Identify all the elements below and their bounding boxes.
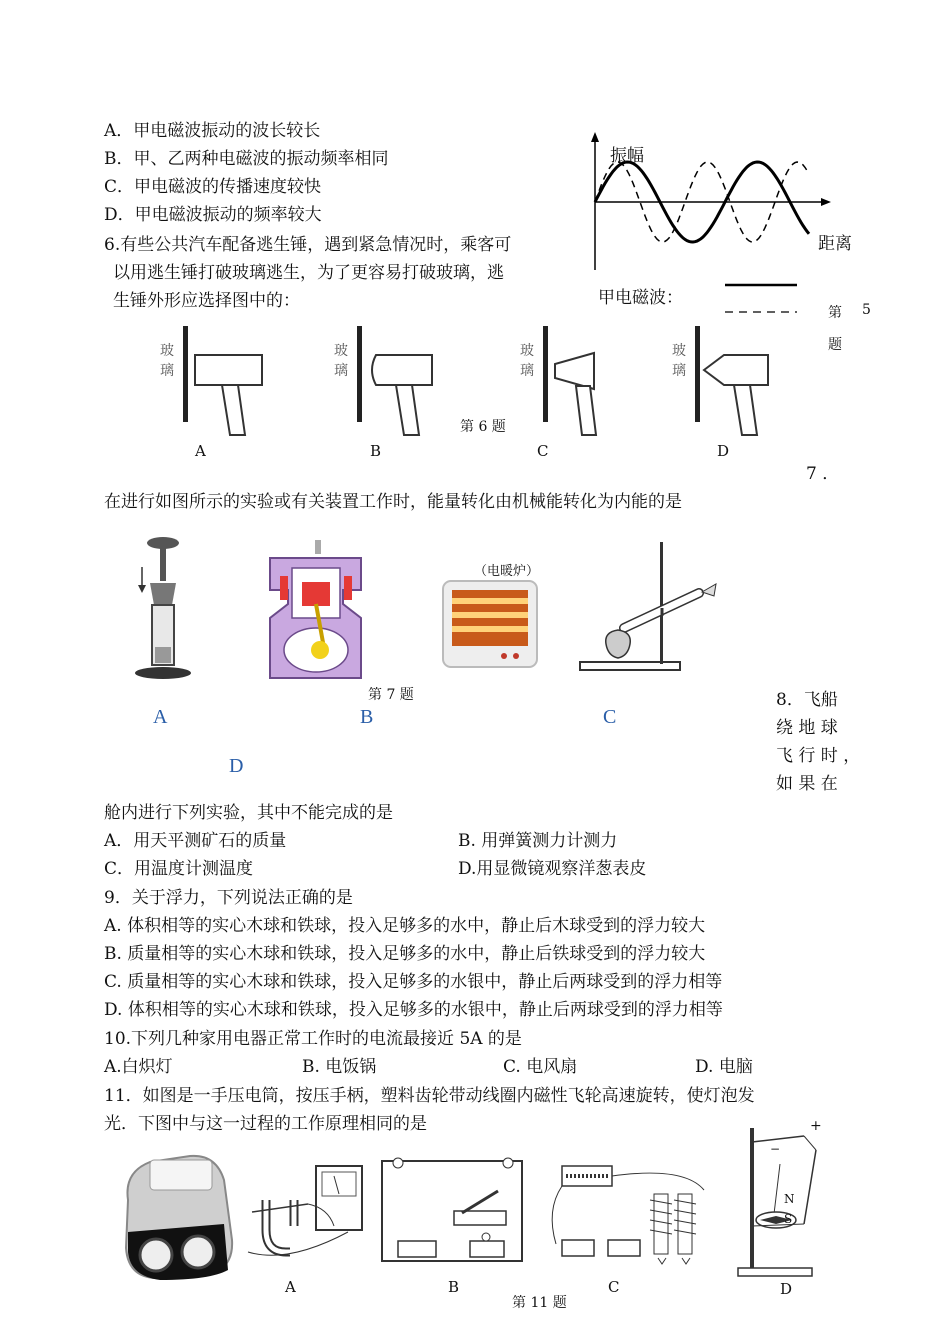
q6-option-label-b: B — [370, 442, 382, 460]
glass-label-b2: 璃 — [334, 363, 348, 379]
electromagnetic-induction-figure — [238, 1160, 368, 1270]
q8-side-line3: 飞 行 时 ， — [776, 746, 861, 766]
q5-caption-a: 第 — [828, 305, 842, 321]
glass-label-a2: 璃 — [160, 363, 174, 379]
glass-label-c1: 玻 — [520, 343, 534, 359]
q9-option-d: D. 体积相等的实心木球和铁球，投入足够多的水银中，静止后两球受到的浮力相等 — [104, 1000, 723, 1020]
q10-stem: 10.下列几种家用电器正常工作时的电流最接近 5A 的是 — [104, 1029, 522, 1049]
glass-label-c2: 璃 — [520, 363, 534, 379]
q8-option-d: D.用显微镜观察洋葱表皮 — [458, 859, 647, 879]
q8-side-line4: 如 果 在 — [776, 774, 838, 794]
q7-option-label-a: A — [153, 706, 168, 728]
q9-option-b: B. 质量相等的实心木球和铁球，投入足够多的水中，静止后铁球受到的浮力较大 — [104, 944, 706, 964]
q8-option-b: B. 用弹簧测力计测力 — [458, 831, 618, 851]
circuit-switch-figure — [378, 1155, 528, 1270]
q8-option-a: A．用天平测矿石的质量 — [104, 831, 287, 851]
q8-stem: 舱内进行下列实验，其中不能完成的是 — [104, 803, 393, 823]
q6-option-label-c: C — [537, 442, 549, 460]
q11-stem-line2: 光．下图中与这一过程的工作原理相同的是 — [104, 1114, 427, 1134]
q5-option-d: D．甲电磁波振动的频率较大 — [104, 205, 322, 225]
q11-stem-line1: 11．如图是一手压电筒，按压手柄，塑料齿轮带动线圈内磁性飞轮高速旋转，使灯泡发 — [104, 1086, 755, 1106]
engine-figure — [258, 538, 373, 683]
glass-label-a1: 玻 — [160, 343, 174, 359]
q6-stem-line2: 以用逃生锤打破玻璃逃生，为了更容易打破玻璃，逃 — [113, 263, 504, 283]
glass-label-d2: 璃 — [672, 363, 686, 379]
electromagnet-figure — [544, 1160, 714, 1270]
test-tube-experiment-figure — [574, 538, 729, 678]
mark-minus: − — [770, 1142, 781, 1156]
graph-legend-label: 甲电磁波： — [598, 288, 683, 308]
q9-option-c: C. 质量相等的实心木球和铁球，投入足够多的水银中，静止后两球受到的浮力相等 — [104, 972, 723, 992]
mark-s: S — [784, 1212, 793, 1226]
q8-side-line2: 绕 地 球 — [776, 718, 838, 738]
q5-option-b: B．甲、乙两种电磁波的振动频率相同 — [104, 149, 389, 169]
q5-caption-b: 5 — [862, 302, 871, 318]
q11-caption: 第 11 题 — [512, 1295, 567, 1311]
q6-stem-line1: 6.有些公共汽车配备逃生锤，遇到紧急情况时，乘客可 — [104, 235, 512, 255]
q11-option-label-a: A — [285, 1278, 296, 1296]
q5-option-a: A．甲电磁波振动的波长较长 — [104, 121, 321, 141]
mark-n: N — [784, 1192, 795, 1206]
fire-syringe-figure — [128, 535, 198, 685]
q10-option-a: A.白炽灯 — [104, 1057, 173, 1077]
hand-press-flashlight-figure — [120, 1152, 240, 1282]
q11-option-label-b: B — [448, 1278, 460, 1296]
heater-figure — [440, 578, 540, 673]
q7-caption: 第 7 题 — [368, 687, 414, 703]
q11-option-label-c: C — [608, 1278, 620, 1296]
q5-option-c: C．甲电磁波的传播速度较快 — [104, 177, 322, 197]
q5-caption-c: 题 — [828, 337, 842, 353]
q7-stem: 在进行如图所示的实验或有关装置工作时，能量转化由机械能转化为内能的是 — [104, 492, 682, 512]
graph-xlabel: 距离 — [818, 234, 852, 254]
q9-option-a: A. 体积相等的实心木球和铁球，投入足够多的水中，静止后木球受到的浮力较大 — [104, 916, 706, 936]
glass-label-b1: 玻 — [334, 343, 348, 359]
graph-ylabel: 振幅 — [610, 146, 644, 166]
q11-option-label-d: D — [780, 1280, 793, 1298]
q8-side-line1: 8．飞船 — [776, 690, 838, 710]
q6-stem-line3: 生锤外形应选择图中的： — [113, 291, 300, 311]
q10-option-c: C. 电风扇 — [503, 1057, 578, 1077]
q7-option-label-b: B — [360, 706, 374, 728]
q6-option-label-a: A — [195, 442, 206, 460]
glass-label-d1: 玻 — [672, 343, 686, 359]
q8-option-c: C．用温度计测温度 — [104, 859, 254, 879]
q7-option-label-d: D — [229, 755, 244, 777]
heater-label: （电暖炉） — [474, 564, 540, 579]
q7-number: 7 ． — [806, 464, 840, 484]
q10-option-d: D. 电脑 — [695, 1057, 753, 1077]
q6-option-label-d: D — [717, 442, 730, 460]
q6-caption: 第 6 题 — [460, 419, 506, 435]
mark-plus: + — [810, 1118, 822, 1134]
q10-option-b: B. 电饭锅 — [302, 1057, 377, 1077]
q9-stem: 9．关于浮力，下列说法正确的是 — [104, 888, 353, 908]
q7-option-label-c: C — [603, 706, 617, 728]
